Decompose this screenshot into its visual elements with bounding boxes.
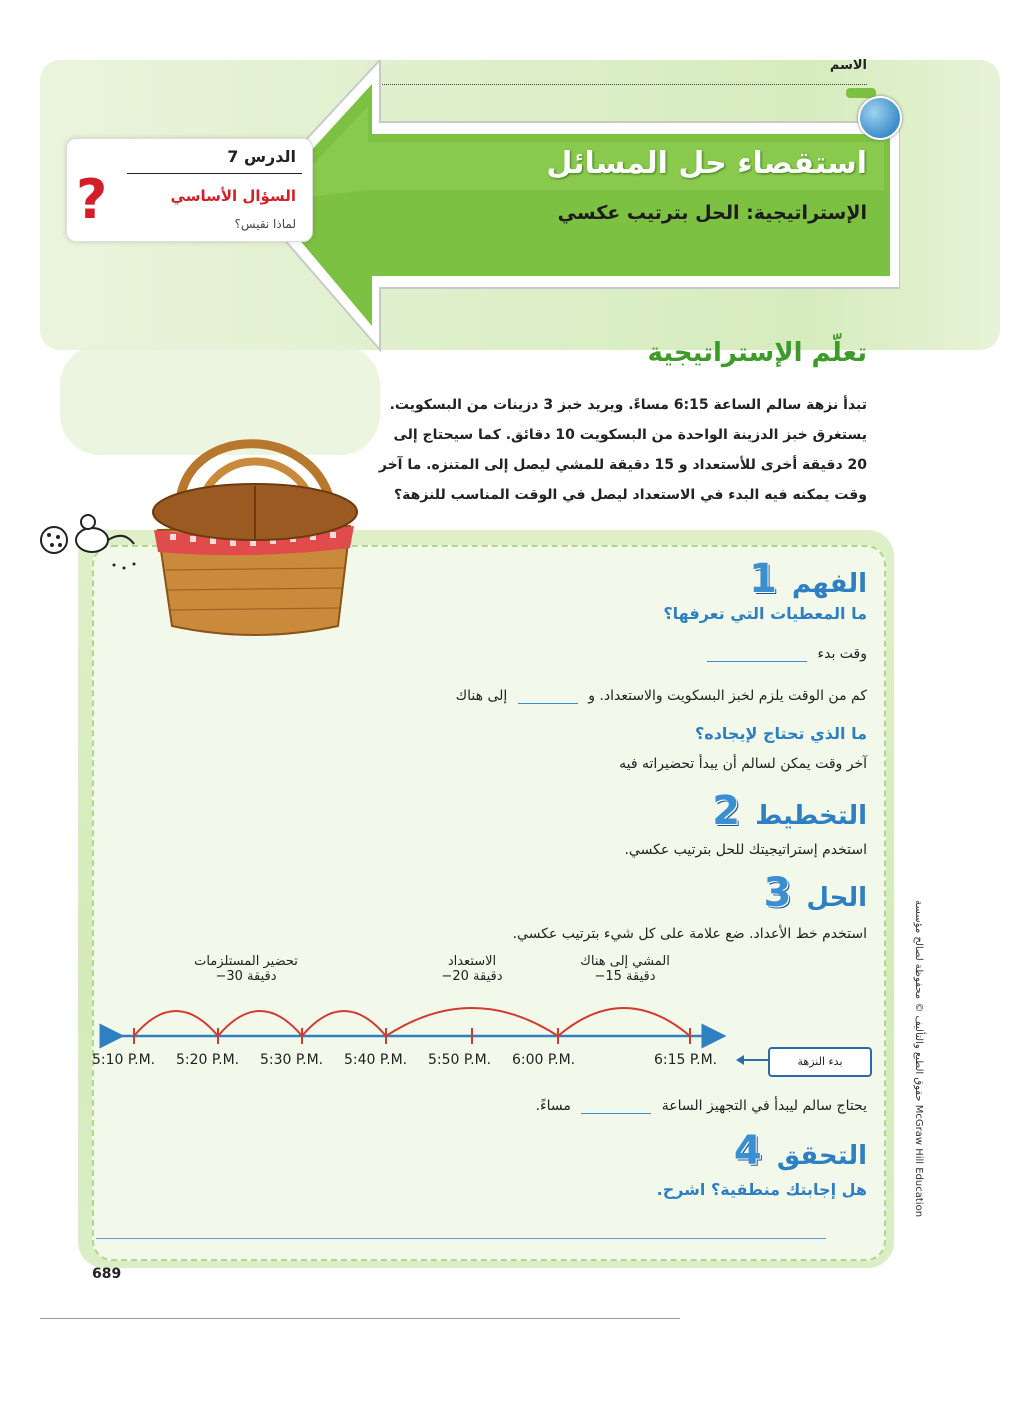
bottom-rule — [40, 1318, 680, 1319]
step-plan-header — [712, 788, 867, 834]
step-check-header — [734, 1128, 867, 1174]
start-time-line — [707, 646, 867, 662]
start-time-blank[interactable] — [707, 661, 807, 662]
answer-time-blank[interactable] — [581, 1113, 651, 1114]
solve-instruction: استخدم خط الأعداد. ضع علامة على كل شيء بترتيب عكسي. — [512, 926, 867, 942]
known-facts-question: ما المعطيات التي تعرفها؟ — [663, 604, 867, 623]
number-line — [92, 950, 742, 1060]
problem-line: وقت يمكنه فيه البدء في الاستعداد ليصل في الوقت المناسب للنزهة؟ — [394, 487, 867, 503]
picnic-start-label: بدء النزهة — [768, 1047, 872, 1077]
segment-name: المشي إلى هناك — [580, 954, 670, 969]
duration-line — [456, 688, 867, 704]
problem-line: تبدأ نزهة سالم الساعة 6:15 مساءً. ويريد خبز 3 دزينات من البسكويت. — [389, 397, 867, 413]
start-time-label: وقت بدء — [817, 646, 867, 662]
essential-question: لماذا نقيس؟ — [234, 217, 296, 231]
tick-label: 6:00 P.M. — [512, 1052, 576, 1068]
copyright-credit: حقوق الطبع والتأليف © محفوظة لصالح مؤسسة McGraw Hill Education — [913, 900, 924, 1218]
step-number-3: 3 — [763, 870, 792, 916]
page-number: 689 — [92, 1266, 122, 1282]
segment-value: −15 دقيقة — [594, 969, 656, 984]
jump-arc — [558, 1008, 690, 1036]
problem-line: يستغرق خبز الدزينة الواحدة من البسكويت 10 دقائق. كما سيحتاج إلى — [393, 427, 867, 443]
lesson-divider — [127, 173, 302, 174]
globe-icon — [858, 96, 902, 140]
tick-label: 5:40 P.M. — [344, 1052, 408, 1068]
jump-arc — [218, 1011, 302, 1036]
tick-label: 5:50 P.M. — [428, 1052, 492, 1068]
page-title: استقصاء حل المسائل — [546, 146, 867, 181]
tick-label: 5:30 P.M. — [260, 1052, 324, 1068]
mouse-cartoon-image — [34, 510, 144, 580]
jump-arc — [302, 1011, 386, 1036]
tick-label: 6:15 P.M. — [654, 1052, 718, 1068]
left-arrow-icon — [736, 1055, 768, 1065]
check-question: هل إجابتك منطقية؟ اشرح. — [656, 1180, 867, 1199]
step-number-1: 1 — [749, 556, 777, 602]
plan-text: استخدم إستراتيجيتك للحل بترتيب عكسي. — [624, 842, 867, 858]
tick-label: 5:20 P.M. — [176, 1052, 240, 1068]
step-plan-title: التخطيط — [755, 801, 867, 831]
step-number-2: 2 — [712, 788, 741, 834]
duration-label: كم من الوقت يلزم لخبز البسكويت والاستعداد. و — [588, 688, 867, 704]
step-check-title: التحقق — [776, 1141, 867, 1171]
problem-text — [347, 390, 867, 510]
lesson-number: الدرس 7 — [227, 147, 296, 166]
step-understand-header — [749, 556, 867, 602]
problem-line: 20 دقيقة أخرى للأستعداد و 15 دقيقة للمشي ليصل إلى المتنزه. ما آخر — [378, 457, 867, 473]
segment-name: الاستعداد — [447, 954, 497, 969]
explanation-answer-line[interactable] — [96, 1238, 826, 1239]
essential-question-label: السؤال الأساسي — [170, 187, 296, 205]
segment-name: تحضير المستلزمات — [194, 954, 298, 969]
step-solve-header — [763, 870, 867, 916]
answer-label: يحتاج سالم ليبدأ في التجهيز الساعة — [661, 1098, 867, 1114]
answer-suffix: مساءً. — [535, 1098, 571, 1114]
walk-time-blank[interactable] — [518, 703, 578, 704]
find-answer: آخر وقت يمكن لسالم أن يبدأ تحضيراته فيه — [619, 756, 867, 772]
duration-suffix: إلى هناك — [455, 688, 508, 704]
segment-value: −20 دقيقة — [441, 969, 503, 984]
learn-strategy-title: تعلّم الإستراتيجية — [647, 338, 867, 368]
find-question: ما الذي تحتاج لإيجاده؟ — [694, 724, 867, 743]
name-label: الاسم — [829, 58, 867, 73]
tick-label: 5:10 P.M. — [92, 1052, 156, 1068]
page-subtitle: الإستراتيجية: الحل بترتيب عكسي — [557, 202, 867, 224]
step-understand-title: الفهم — [792, 569, 867, 599]
picnic-basket-image — [140, 430, 370, 640]
step-solve-title: الحل — [806, 883, 867, 913]
question-mark-icon: ? — [76, 168, 108, 231]
step-number-4: 4 — [733, 1128, 762, 1174]
segment-value: −30 دقيقة — [215, 969, 277, 984]
answer-sentence — [536, 1098, 867, 1114]
jump-arc — [134, 1011, 218, 1036]
